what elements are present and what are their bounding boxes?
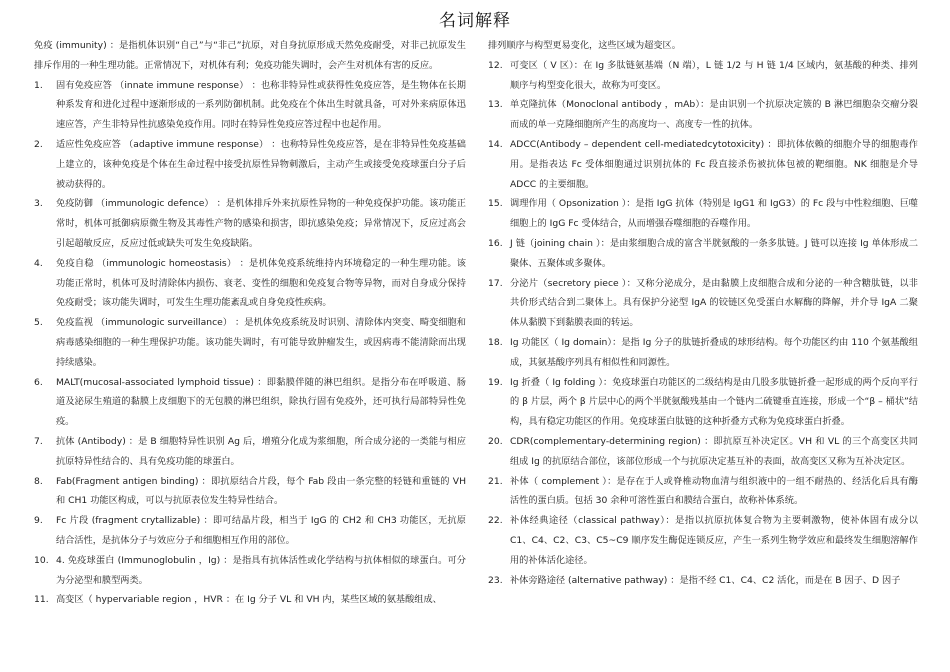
- entry-number: 12.: [488, 59, 503, 71]
- glossary-entry: [488, 274, 918, 333]
- entry-text: 适应性免疫应答 （adaptive immune response） ：也称特异性免疫应答，是在非特异性免疫基础上建立的，该种免疫是个体在生命过程中接受抗原性异物刺激后，主动产生或接受免疫球蛋白分子后被动获得的。: [56, 138, 466, 190]
- entry-text: 补体经典途径（classical pathway）：是指以抗原抗体复合物为主要刺激物，使补体固有成分以 C1、C4、C2、C3、C5~C9 顺序发生酶促连锁反应，产生一系列生物学效应和最终发生细胞溶解作用的补体活化途径。: [510, 515, 918, 566]
- glossary-entry: [488, 56, 918, 96]
- entry-number: 10.: [34, 554, 49, 566]
- entry-text: J 链（joining chain ）：是由浆细胞合成的富含半胱氨酸的一条多肽链。J 链可以连接 Ig 单体形成二聚体、五聚体或多聚体。: [510, 237, 918, 269]
- glossary-entry: [34, 373, 466, 432]
- entry-number: 13.: [488, 99, 503, 111]
- glossary-entry: [34, 511, 466, 551]
- glossary-entry: [488, 571, 918, 591]
- page-title: 名词解释: [439, 11, 511, 31]
- right-entry-list: [488, 56, 918, 591]
- entry-text: 补体旁路途径 (alternative pathway) ：是指不经 C1、C4、C2 活化，而是在 B 因子、D 因子: [510, 574, 901, 586]
- glossary-entry: [34, 551, 466, 591]
- entry-text: CDR(complementary-determining region) ：即抗原互补决定区。VH 和 VL 的三个高变区共同组成 Ig 的抗原结合部位，该部位形成一个与抗原决定基互补的表面，故高变区又称为互补决定区。: [510, 435, 918, 467]
- entry-text: Fc 片段 (fragment crytallizable) ：即可结晶片段，相当于 IgG 的 CH2 和 CH3 功能区，无抗原结合活性，是抗体分子与效应分子和细胞相互作用的部位。: [56, 515, 466, 546]
- entry-text: 分泌片（secretory piece ）：又称分泌成分，是由黏膜上皮细胞合成和分泌的一种含糖肽链，以非共价形式结合到二聚体上。具有保护分泌型 IgA 的铰链区免受蛋白水解酶的降解，并介导 IgA 二聚体从黏膜下到黏膜表面的转运。: [510, 277, 918, 329]
- glossary-entry: [488, 135, 918, 194]
- entry-number: 5.: [34, 317, 43, 329]
- entry-number: 3.: [34, 198, 43, 210]
- entry-text: 免疫监视 （immunologic surveillance） ：是机体免疫系统及时识别、清除体内突变、畸变细胞和病毒感染细胞的一种生理保护功能。该功能失调时，有可能导致肿瘤发生，或因病毒不能清除而出现持续感染。: [56, 317, 466, 368]
- entry-text: ADCC(Antibody – dependent cell-mediatedcytotoxicity) ：即抗体依赖的细胞介导的细胞毒作用。是指表达 Fc 受体细胞通过识别抗体的 Fc 段直接杀伤被抗体包被的靶细胞。NK 细胞是介导 ADCC 的主要细胞。: [510, 138, 918, 190]
- entry-number: 6.: [34, 376, 43, 388]
- glossary-entry: [488, 432, 918, 472]
- glossary-entry: [488, 472, 918, 512]
- entry-text: 补体（ complement ）：是存在于人或脊椎动物血清与组织液中的一组不耐热的、经活化后具有酶活性的蛋白质。包括 30 余种可溶性蛋白和膜结合蛋白，故称补体系统。: [510, 475, 918, 507]
- glossary-entry: [34, 135, 466, 194]
- entry-text: Ig 功能区（ Ig domain）：是指 Ig 分子的肽链折叠成的球形结构。每个功能区约由 110 个氨基酸组成，其氨基酸序列具有相似性和同源性。: [510, 336, 918, 368]
- entry-number: 1.: [34, 79, 43, 91]
- glossary-entry: [34, 432, 466, 472]
- entry-text: 免疫防御 （immunologic defence） ：是机体排斥外来抗原性异物的一种免疫保护功能。该功能正常时，机体可抵御病原微生物及其毒性产物的感染和损害，即抗感染免疫；异常情况下，反应过高会引起超敏反应，反应过低或缺失可发生免疫缺陷。: [56, 198, 466, 249]
- entry-text: Fab(Fragment antigen binding) ：即抗原结合片段，每个 Fab 段由一条完整的轻链和重链的 VH 和 CH1 功能区构成，可以与抗原表位发生特异性结合。: [56, 475, 466, 507]
- entry-number: 19.: [488, 376, 503, 388]
- entry-number: 15.: [488, 198, 503, 210]
- entry-number: 8.: [34, 475, 43, 487]
- glossary-entry: [34, 76, 466, 135]
- entry-number: 20.: [488, 435, 503, 447]
- glossary-entry: [34, 590, 466, 610]
- entry-text: MALT(mucosal-associated lymphoid tissue) ：即黏膜伴随的淋巴组织。是指分布在呼吸道、肠道及泌尿生殖道的黏膜上皮细胞下的无包膜的淋巴组织，除执行固有免疫外，还可执行局部特异性免疫。: [56, 376, 466, 428]
- glossary-entry: [488, 194, 918, 234]
- right-continuation-paragraph: 排列顺序与构型更易变化，这些区域为超变区。: [488, 40, 681, 51]
- entry-text: Ig 折叠（ Ig folding ）：免疫球蛋白功能区的二级结构是由几股多肽链折叠一起形成的两个反向平行的 β 片层，两个 β 片层中心的两个半胱氨酸残基由一个链内二硫键垂直连接，形成一个“β – 桶状”结构，具有稳定功能区的作用。免疫球蛋白肽链的这种折叠方式称为免疫球蛋白折叠。: [510, 376, 918, 428]
- glossary-entry: [488, 333, 918, 373]
- glossary-entry: [488, 95, 918, 135]
- entry-number: 14.: [488, 138, 503, 150]
- entry-number: 2.: [34, 138, 43, 150]
- entry-number: 22.: [488, 515, 503, 527]
- entry-number: 16.: [488, 237, 503, 249]
- entry-text: 调理作用（ Opsonization ）：是指 IgG 抗体（特别是 IgG1 和 IgG3）的 Fc 段与中性粒细胞、巨噬细胞上的 IgG Fc 受体结合，从而增强吞噬细胞的吞噬作用。: [510, 198, 918, 230]
- entry-number: 4.: [34, 257, 43, 269]
- entry-text: 单克隆抗体（Monoclonal antibody ，mAb）：是由识别一个抗原决定簇的 B 淋巴细胞杂交瘤分裂而成的单一克隆细胞所产生的高度均一、高度专一性的抗体。: [510, 99, 918, 131]
- glossary-entry: [34, 194, 466, 253]
- glossary-entry: [34, 472, 466, 512]
- entry-text: 免疫自稳 （immunologic homeostasis） ：是机体免疫系统维持内环境稳定的一种生理功能。该功能正常时，机体可及时清除体内损伤、衰老、变性的细胞和免疫复合物等异物，而对自身成分保持免疫耐受；该功能失调时，可发生生理功能紊乱或自身免疫性疾病。: [56, 257, 466, 309]
- left-entry-list: [34, 76, 466, 611]
- entry-number: 23.: [488, 574, 503, 586]
- glossary-entry: [34, 313, 466, 372]
- left-column: [34, 36, 466, 610]
- intro-paragraph: 免疫 (immunity) ：是指机体识别“自己”与“非己”抗原，对自身抗原形成天然免疫耐受，对非己抗原发生排斥作用的一种生理功能。正常情况下，对机体有利；免疫功能失调时，会产生对机体有害的反应。: [34, 40, 466, 71]
- entry-text: 高变区（ hypervariable region ，HVR ：在 Ig 分子 VL 和 VH 内，某些区域的氨基酸组成、: [56, 594, 442, 606]
- entry-number: 9.: [34, 515, 43, 527]
- glossary-entry: [488, 373, 918, 432]
- right-column: [488, 36, 918, 590]
- entry-text: 可变区（ V 区）：在 Ig 多肽链氨基端（N 端），L 链 1/2 与 H 链 1/4 区域内，氨基酸的种类、排列顺序与构型变化很大，故称为可变区。: [510, 59, 918, 91]
- entry-text: 4. 免疫球蛋白 (Immunoglobulin ，Ig) ：是指具有抗体活性或化学结构与抗体相似的球蛋白。可分为分泌型和膜型两类。: [56, 554, 466, 586]
- entry-number: 21.: [488, 475, 503, 487]
- glossary-entry: [488, 234, 918, 274]
- entry-text: 固有免疫应答 （innate immune response） ：也称非特异性或获得性免疫应答，是生物体在长期种系发育和进化过程中逐渐形成的一系列防御机制。此免疫在个体出生时就具备，可对外来病原体迅速应答，产生非特异性抗感染免疫作用。同时在特异性免疫应答过程中也起作用。: [56, 79, 466, 131]
- entry-text: 抗体 (Antibody) ：是 B 细胞特异性识别 Ag 后，增殖分化成为浆细胞，所合成分泌的一类能与相应抗原特异性结合的、具有免疫功能的球蛋白。: [56, 435, 466, 467]
- entry-number: 17.: [488, 277, 503, 289]
- glossary-entry: [34, 254, 466, 313]
- entry-number: 7.: [34, 435, 43, 447]
- entry-number: 11.: [34, 594, 49, 606]
- entry-number: 18.: [488, 336, 503, 348]
- glossary-entry: [488, 511, 918, 570]
